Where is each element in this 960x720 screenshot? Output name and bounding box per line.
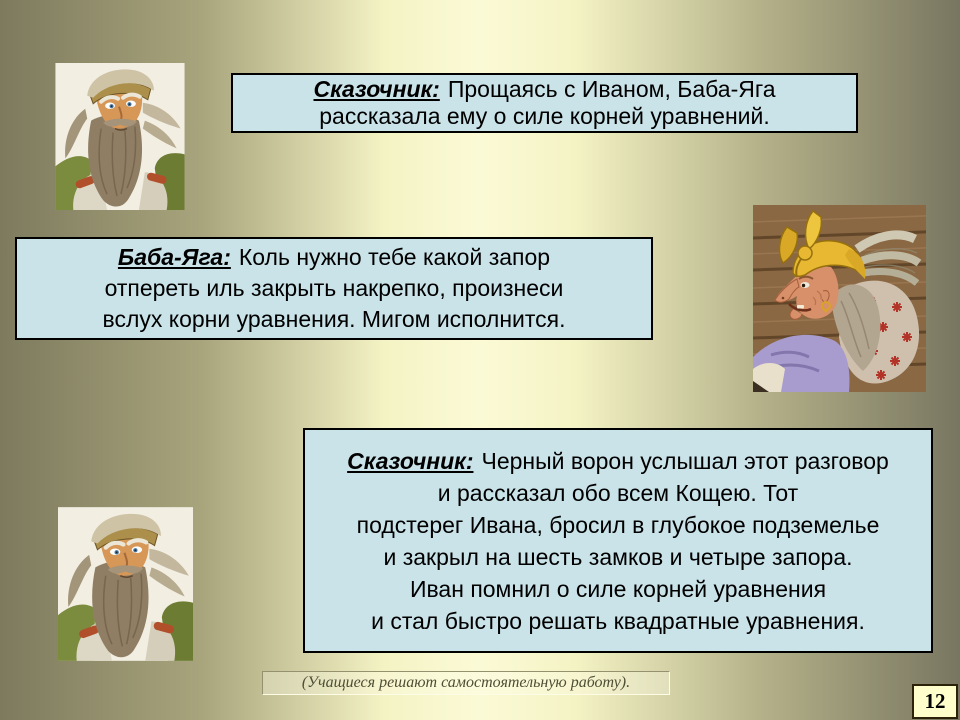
baba-yaga-image (753, 205, 926, 392)
speaker-label: Баба-Яга: (117, 244, 231, 270)
storyteller-dialog-1 (231, 73, 858, 133)
storyteller-image-top (55, 63, 185, 210)
dialog-text: Коль нужно тебе какой запор (238, 244, 551, 270)
storyteller-illustration (55, 63, 185, 210)
note-text: (Учащиеся решают самостоятельную работу). (301, 674, 631, 691)
dialog-line (305, 445, 931, 477)
speaker-label: Сказочник: (313, 76, 440, 102)
storyteller-dialog-2 (303, 428, 933, 653)
dialog-line: рассказала ему о силе корней уравнений. (319, 103, 770, 129)
baba-yaga-dialog (15, 237, 653, 340)
page-number-box (912, 684, 958, 719)
dialog-line (17, 242, 651, 273)
note-box (262, 671, 670, 695)
speaker-label: Сказочник: (347, 447, 474, 474)
dialog-line: подстерег Ивана, бросил в глубокое подземелье (356, 511, 880, 538)
dialog-line: и рассказал обо всем Кощею. Тот (437, 479, 799, 506)
page-number: 12 (924, 689, 946, 713)
dialog-line: вслух корни уравнения. Мигом исполнится. (102, 306, 566, 332)
dialog-line: отпереть иль закрыть накрепко, произнеси (104, 275, 564, 301)
dialog-line: и стал быстро решать квадратные уравнения. (371, 607, 865, 634)
dialog-text: Прощаясь с Иваном, Баба-Яга (447, 76, 776, 102)
storyteller-illustration (58, 505, 193, 663)
storyteller-image-bottom (58, 505, 193, 663)
dialog-text: Черный ворон услышал этот разговор (481, 447, 889, 474)
baba-yaga-illustration (753, 205, 926, 392)
dialog-line: Иван помнил о силе корней уравнения (409, 575, 827, 602)
dialog-line (233, 76, 856, 103)
dialog-line: и закрыл на шесть замков и четыре запора. (383, 543, 853, 570)
